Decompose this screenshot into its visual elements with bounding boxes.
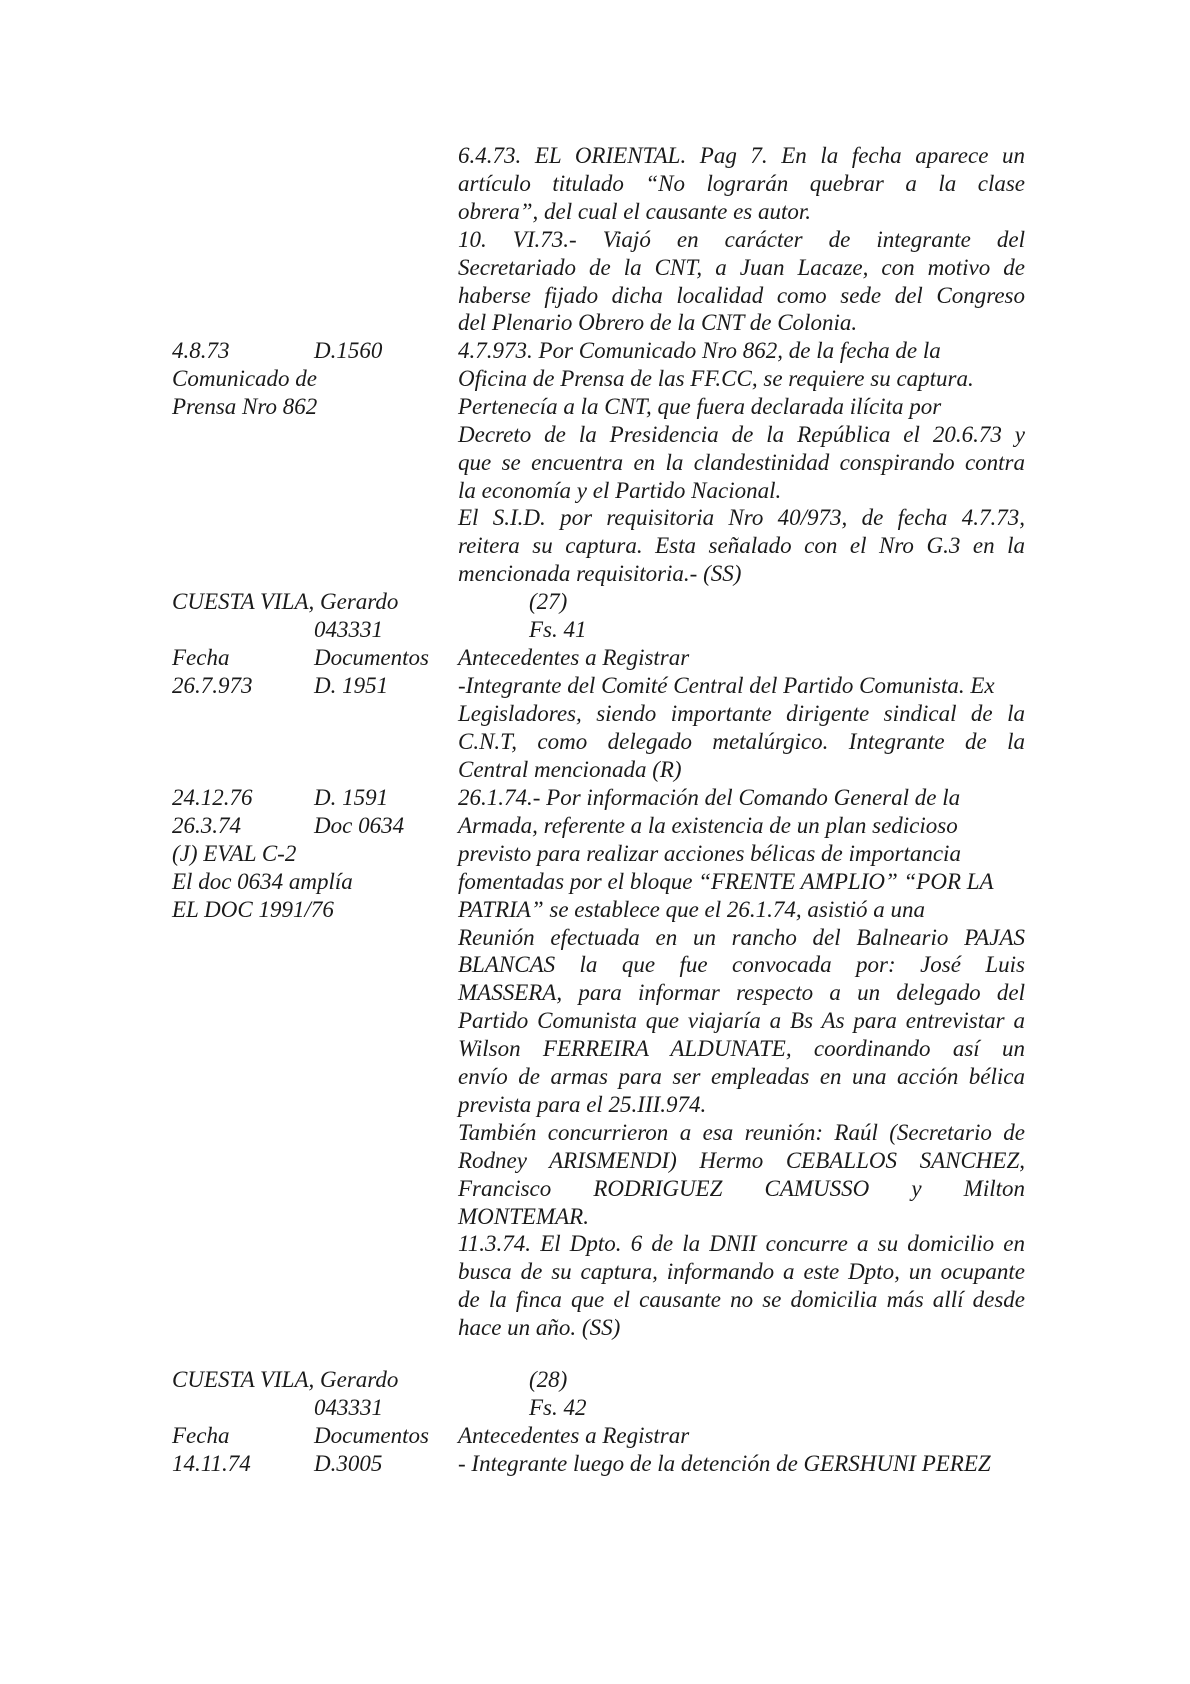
text-line: fomentadas por el bloque “FRENTE AMPLIO” “POR LA — [458, 868, 994, 894]
row-date: 26.7.973 — [172, 673, 253, 698]
text-line: Reunión efectuada en un rancho del Balneario PAJAS — [458, 924, 1025, 950]
text-line: 6.4.73. EL ORIENTAL. Pag 7. En la fecha aparece un — [458, 143, 1025, 168]
row-note: EL DOC 1991/76 — [172, 896, 334, 922]
column-header-documentos: Documentos — [314, 1422, 429, 1448]
row-date: 26.3.74 — [172, 812, 241, 838]
text-line: - Integrante luego de la detención de GERSHUNI PEREZ — [458, 1450, 991, 1476]
text-line: hace un año. (SS) — [458, 1315, 621, 1341]
text-line: MASSERA, para informar respecto a un delegado del — [458, 980, 1025, 1006]
text-line: Legisladores, siendo importante dirigente sindical de la — [458, 700, 1025, 726]
text-line: -Integrante del Comité Central del Partido Comunista. Ex — [458, 673, 995, 698]
text-line: que se encuentra en la clandestinidad conspirando contra — [458, 449, 1025, 475]
text-line: obrera”, del cual el causante es autor. — [458, 198, 812, 224]
row-document: D. 1951 — [314, 673, 389, 698]
row-document: D. 1591 — [314, 785, 389, 810]
text-line: envío de armas para ser empleadas en una acción bélica — [458, 1064, 1025, 1089]
column-header-antecedentes: Antecedentes a Registrar — [458, 644, 690, 670]
person-name: CUESTA VILA, Gerardo — [172, 589, 399, 614]
text-line: Oficina de Prensa de las FF.CC, se requiere su captura. — [458, 365, 974, 391]
entry-note: Prensa Nro 862 — [172, 393, 318, 419]
text-line: También concurrieron a esa reunión: Raúl (Secretario de — [458, 1119, 1025, 1145]
text-line: reitera su captura. Esta señalado con el Nro G.3 en la — [458, 533, 1025, 559]
text-line: Secretariado de la CNT, a Juan Lacaze, con motivo de — [458, 254, 1025, 280]
text-line: la economía y el Partido Nacional. — [458, 477, 782, 503]
text-line: Pertenecía a la CNT, que fuera declarada ilícita por — [458, 393, 942, 419]
folio-number: Fs. 42 — [529, 1394, 587, 1420]
text-line: MONTEMAR. — [458, 1203, 589, 1229]
text-line: Rodney ARISMENDI) Hermo CEBALLOS SANCHEZ, — [458, 1147, 1025, 1173]
row-date: 14.11.74 — [172, 1450, 251, 1476]
text-line: C.N.T, como delegado metalúrgico. Integrante de la — [458, 728, 1025, 754]
text-line: Decreto de la Presidencia de la República el 20.6.73 y — [458, 421, 1025, 447]
text-line: 11.3.74. El Dpto. 6 de la DNII concurre a su domicilio en — [458, 1231, 1025, 1257]
row-note: (J) EVAL C-2 — [172, 840, 297, 866]
text-line: 10. VI.73.- Viajó en carácter de integrante del — [458, 226, 1025, 252]
column-header-fecha: Fecha — [172, 1422, 230, 1448]
text-line: Armada, referente a la existencia de un plan sedicioso — [458, 812, 958, 838]
row-note: El doc 0634 amplía — [172, 868, 353, 894]
entry-document: D.1560 — [314, 338, 383, 363]
text-line: mencionada requisitoria.- (SS) — [458, 561, 742, 587]
text-line: Wilson FERREIRA ALDUNATE, coordinando así un — [458, 1036, 1025, 1062]
text-line: PATRIA” se establece que el 26.1.74, asistió a una — [458, 896, 925, 922]
text-line: previsto para realizar acciones bélicas de importancia — [458, 840, 961, 866]
sheet-number: (27) — [529, 589, 568, 614]
folio-number: Fs. 41 — [529, 616, 587, 642]
text-line: del Plenario Obrero de la CNT de Colonia. — [458, 310, 858, 336]
text-line: artículo titulado “No lograrán quebrar a la clase — [458, 170, 1025, 196]
text-line: Central mencionada (R) — [458, 756, 682, 782]
row-document: D.3005 — [314, 1450, 383, 1476]
person-id: 043331 — [314, 1394, 383, 1420]
person-name: CUESTA VILA, Gerardo — [172, 1367, 399, 1392]
column-header-documentos: Documentos — [314, 644, 429, 670]
column-header-fecha: Fecha — [172, 644, 230, 670]
text-line: prevista para el 25.III.974. — [458, 1091, 707, 1117]
row-date: 24.12.76 — [172, 785, 253, 810]
text-line: El S.I.D. por requisitoria Nro 40/973, de fecha 4.7.73, — [458, 505, 1025, 531]
text-line: Francisco RODRIGUEZ CAMUSSO y Milton — [458, 1175, 1025, 1201]
text-line: de la finca que el causante no se domicilia más allí desde — [458, 1287, 1025, 1313]
entry-note: Comunicado de — [172, 365, 318, 391]
text-line: 4.7.973. Por Comunicado Nro 862, de la fecha de la — [458, 338, 941, 363]
sheet-number: (28) — [529, 1367, 568, 1392]
text-line: busca de su captura, informando a este Dpto, un ocupante — [458, 1259, 1025, 1285]
column-header-antecedentes: Antecedentes a Registrar — [458, 1422, 690, 1448]
text-line: Partido Comunista que viajaría a Bs As para entrevistar a — [458, 1008, 1025, 1034]
entry-date: 4.8.73 — [172, 338, 230, 363]
text-line: haberse fijado dicha localidad como sede del Congreso — [458, 282, 1025, 308]
row-document: Doc 0634 — [314, 812, 405, 838]
person-id: 043331 — [314, 616, 383, 642]
text-line: BLANCAS la que fue convocada por: José Luis — [458, 952, 1025, 978]
text-line: 26.1.74.- Por información del Comando General de la — [458, 785, 961, 810]
